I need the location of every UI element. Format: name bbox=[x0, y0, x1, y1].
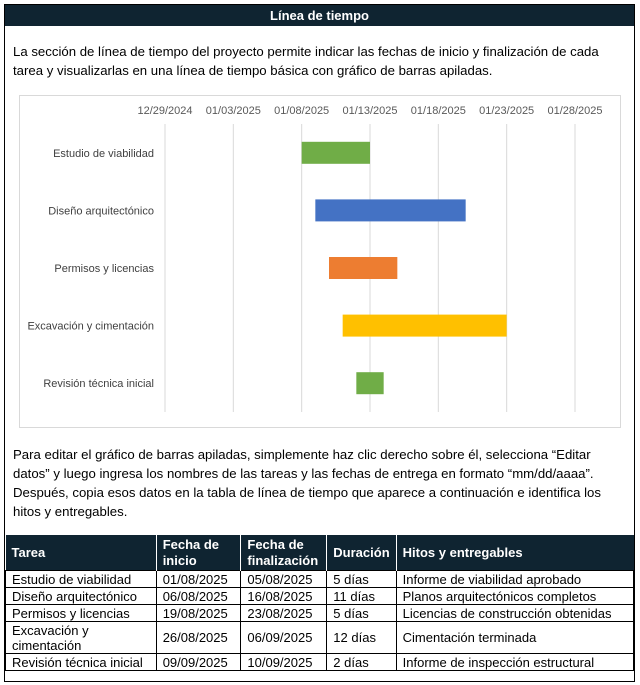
cell-end[interactable]: 23/08/2025 bbox=[241, 605, 327, 622]
header-milestones: Hitos y entregables bbox=[396, 535, 633, 571]
cell-task[interactable]: Excavación y cimentación bbox=[6, 622, 157, 654]
table-header-row bbox=[6, 535, 634, 571]
cell-task[interactable]: Estudio de viabilidad bbox=[6, 571, 157, 588]
task-bar bbox=[329, 257, 397, 279]
header-task: Tarea bbox=[6, 535, 157, 571]
cell-task[interactable]: Diseño arquitectónico bbox=[6, 588, 157, 605]
table-row bbox=[6, 622, 634, 654]
table-row bbox=[6, 654, 634, 671]
table-row bbox=[6, 571, 634, 588]
table-row bbox=[6, 605, 634, 622]
timeline-chart[interactable] bbox=[19, 95, 621, 428]
task-label: Estudio de viabilidad bbox=[53, 147, 154, 160]
cell-duration[interactable]: 2 días bbox=[327, 654, 396, 671]
cell-duration[interactable]: 5 días bbox=[327, 571, 396, 588]
task-label: Diseño arquitectónico bbox=[48, 205, 154, 218]
cell-task[interactable]: Permisos y licencias bbox=[6, 605, 157, 622]
intro-paragraph: La sección de línea de tiempo del proyecto permite indicar las fechas de inicio y finalización de cada tarea y visualizarlas en una línea de tiempo básica con gráfico de barras apiladas. bbox=[13, 44, 599, 78]
gantt-chart-svg bbox=[20, 96, 622, 429]
edit-instructions-paragraph: Para editar el gráfico de barras apiladas, simplemente haz clic derecho sobre él, selecciona “Editar datos” y luego ingresa los nombres de las tareas y las fechas de entrega en formato “mm/dd/aaaa”. Después, copia esos datos en la tabla de línea de tiempo que aparece a continuación e identifica los hitos y entregables. bbox=[13, 447, 601, 519]
cell-start[interactable]: 26/08/2025 bbox=[156, 622, 241, 654]
cell-duration[interactable]: 11 días bbox=[327, 588, 396, 605]
cell-task[interactable]: Revisión técnica inicial bbox=[6, 654, 157, 671]
x-tick-label: 01/23/2025 bbox=[479, 105, 535, 117]
task-bar bbox=[356, 372, 383, 394]
task-label: Permisos y licencias bbox=[54, 263, 154, 275]
cell-milestone[interactable]: Cimentación terminada bbox=[396, 622, 633, 654]
cell-milestone[interactable]: Planos arquitectónicos completos bbox=[396, 588, 633, 605]
x-tick-label: 01/03/2025 bbox=[205, 105, 261, 117]
cell-end[interactable]: 16/08/2025 bbox=[241, 588, 327, 605]
cell-start[interactable]: 19/08/2025 bbox=[156, 605, 241, 622]
cell-end[interactable]: 06/09/2025 bbox=[241, 622, 327, 654]
section-title: Línea de tiempo bbox=[5, 5, 634, 26]
x-tick-label: 12/29/2024 bbox=[137, 105, 193, 117]
header-start-date: Fecha de inicio bbox=[156, 535, 241, 571]
x-tick-label: 01/08/2025 bbox=[274, 105, 330, 117]
cell-start[interactable]: 09/09/2025 bbox=[156, 654, 241, 671]
cell-milestone[interactable]: Informe de viabilidad aprobado bbox=[396, 571, 633, 588]
task-label: Excavación y cimentación bbox=[27, 320, 154, 333]
header-duration: Duración bbox=[327, 535, 396, 571]
task-bar bbox=[315, 199, 465, 221]
cell-milestone[interactable]: Licencias de construcción obtenidas bbox=[396, 605, 633, 622]
task-bar bbox=[343, 315, 507, 337]
cell-duration[interactable]: 12 días bbox=[327, 622, 396, 654]
cell-end[interactable]: 10/09/2025 bbox=[241, 654, 327, 671]
cell-start[interactable]: 06/08/2025 bbox=[156, 588, 241, 605]
cell-start[interactable]: 01/08/2025 bbox=[156, 571, 241, 588]
task-label: Revisión técnica inicial bbox=[43, 378, 154, 391]
header-end-date: Fecha de finalización bbox=[241, 535, 327, 571]
x-tick-label: 01/13/2025 bbox=[342, 105, 398, 117]
cell-duration[interactable]: 5 días bbox=[327, 605, 396, 622]
cell-end[interactable]: 05/08/2025 bbox=[241, 571, 327, 588]
timeline-table bbox=[5, 535, 634, 671]
table-row bbox=[6, 588, 634, 605]
x-tick-label: 01/18/2025 bbox=[410, 105, 466, 117]
task-bar bbox=[302, 142, 370, 164]
cell-milestone[interactable]: Informe de inspección estructural bbox=[396, 654, 633, 671]
x-tick-label: 01/28/2025 bbox=[547, 105, 603, 117]
